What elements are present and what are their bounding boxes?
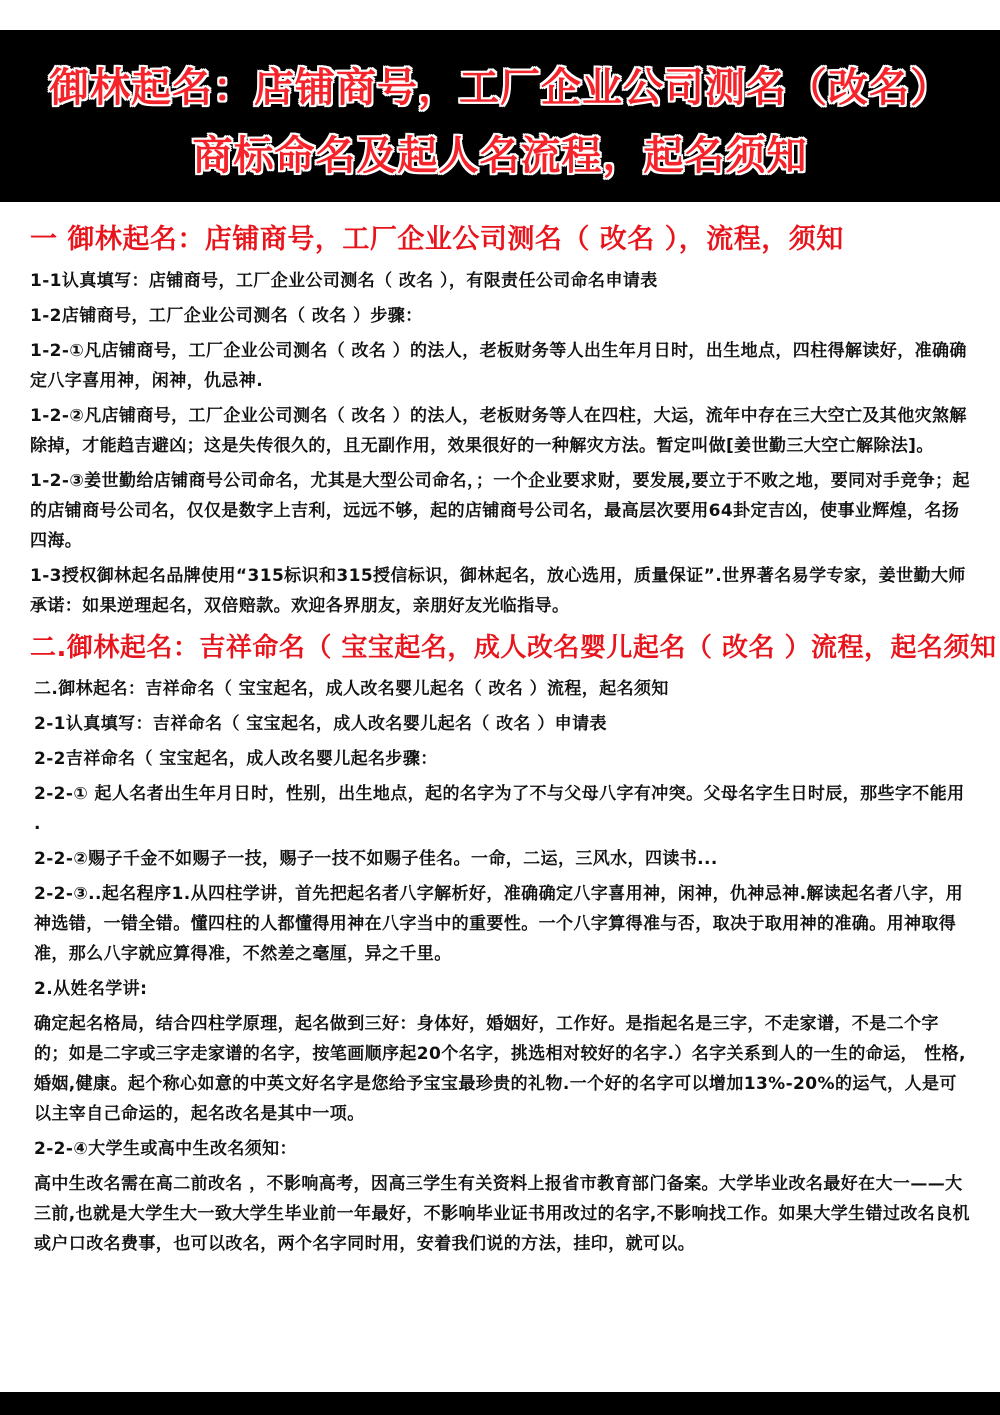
paragraph: 1-2店铺商号，工厂企业公司测名（ 改名 ）步骤： bbox=[30, 306, 423, 326]
paragraph: 1-2-②凡店铺商号，工厂企业公司测名（ 改名 ）的法人，老板财务等人在四柱，大运，流年中存在三大空亡及其他灾煞解除掉，才能趋吉避凶；这是失传很久的，且无副作用，效果很好的一种解灾方法。暂定叫做[姜世勤三大空亡解除法]。 bbox=[30, 406, 967, 456]
paragraph: 2-2-① 起人名者出生年月日时，性别，出生地点，起的名字为了不与父母八字有冲突。父母名字生日时辰，那些字不能用 . bbox=[34, 784, 965, 834]
paragraph: 2-2-④大学生或高中生改名须知： bbox=[34, 1139, 297, 1159]
footer-bar bbox=[0, 1392, 1000, 1415]
section-two-title: 二.御林起名：吉祥命名（ 宝宝起名，成人改名婴儿起名（ 改名 ）流程，起名须知 bbox=[30, 633, 997, 663]
paragraph: 高中生改名需在高二前改名 ，不影响高考，因高三学生有关资料上报省市教育部门备案。大学毕业改名最好在大一——大三前,也就是大学生大一致大学生毕业前一年最好，不影响毕业证书用改过的名字,不影响找工作。如果大学生错过改名良机或户口改名费事，也可以改名，两个名字同时用，安着我们说的方法，挂印，就可以。 bbox=[34, 1174, 970, 1254]
paragraph: 确定起名格局，结合四柱学原理，起名做到三好：身体好，婚姻好，工作好。是指起名是三字，不走家谱，不是二个字的；如是二字或三字走家谱的名字，按笔画顺序起20个名字，挑选相对较好的名字.）名字关系到人的一生的命运， 性格,婚姻,健康。起个称心如意的中英文好名字是您给予宝宝最珍贵的礼物.一个好的名字可以增加13%-20%的运气，人是可以主宰自己命运的，起名改名是其中一项。 bbox=[34, 1014, 966, 1124]
banner-title-line-2: 商标命名及起人名流程，起名须知 bbox=[192, 133, 808, 179]
paragraph: 二.御林起名：吉祥命名（ 宝宝起名，成人改名婴儿起名（ 改名 ）流程，起名须知 bbox=[34, 679, 669, 699]
section-one-title: 一 御林起名：店铺商号，工厂企业公司测名（ 改名 ），流程，须知 bbox=[30, 224, 844, 255]
section-two bbox=[30, 626, 997, 1259]
header-banner bbox=[0, 30, 1000, 202]
paragraph: 2.从姓名学讲: bbox=[34, 979, 148, 999]
section-one bbox=[30, 218, 970, 621]
document-body bbox=[30, 218, 997, 1264]
paragraph: 2-2-③..起名程序1.从四柱学讲，首先把起名者八字解析好，准确确定八字喜用神，闲神，仇神忌神.解读起名者八字，用神选错，一错全错。懂四柱的人都懂得用神在八字当中的重要性。一个八字算得准与否，取决于取用神的准确。用神取得准，那么八字就应算得准，不然差之毫厘，异之千里。 bbox=[34, 884, 964, 964]
paragraph: 2-1认真填写：吉祥命名（ 宝宝起名，成人改名婴儿起名（ 改名 ）申请表 bbox=[34, 714, 607, 734]
paragraph: 1-2-①凡店铺商号，工厂企业公司测名（ 改名 ）的法人，老板财务等人出生年月日时，出生地点，四柱得解读好，准确确定八字喜用神，闲神，仇忌神. bbox=[30, 341, 967, 391]
paragraph: 1-1认真填写：店铺商号，工厂企业公司测名（ 改名 ），有限责任公司命名申请表 bbox=[30, 271, 658, 291]
paragraph: 1-2-③姜世勤给店铺商号公司命名，尤其是大型公司命名，；一个企业要求财，要发展,要立于不败之地，要同对手竞争；起的店铺商号公司名，仅仅是数字上吉利，远远不够，起的店铺商号公司名，最高层次要用64卦定吉凶，使事业辉煌，名扬四海。 bbox=[30, 471, 970, 551]
paragraph: 1-3授权御林起名品牌使用“315标识和315授信标识，御林起名，放心选用，质量保证”.世界著名易学专家，姜世勤大师承诺：如果逆理起名，双倍赔款。欢迎各界朋友，亲朋好友光临指导。 bbox=[30, 566, 966, 616]
paragraph: 2-2-②赐子千金不如赐子一技，赐子一技不如赐子佳名。一命，二运，三风水，四读书... bbox=[34, 849, 718, 869]
banner-title-line-1: 御林起名：店铺商号，工厂企业公司测名（改名） bbox=[49, 65, 951, 111]
paragraph: 2-2吉祥命名（ 宝宝起名，成人改名婴儿起名步骤： bbox=[34, 749, 438, 769]
